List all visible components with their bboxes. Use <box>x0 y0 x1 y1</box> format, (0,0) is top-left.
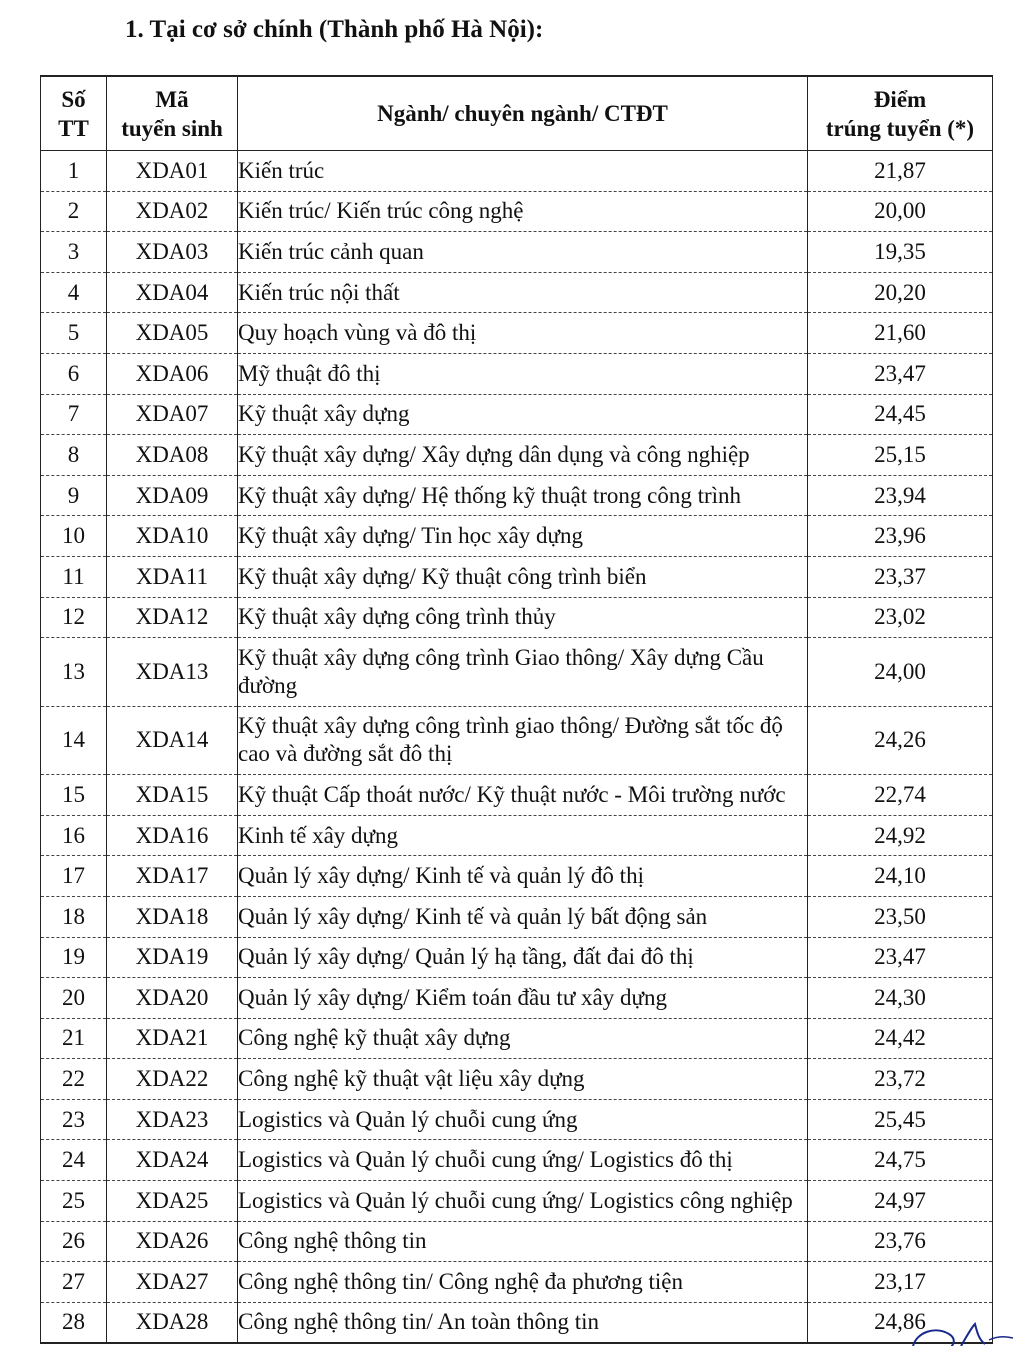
table-row <box>41 1221 993 1262</box>
program-name: Kiến trúc/ Kiến trúc công nghệ <box>238 191 808 232</box>
admission-code: XDA21 <box>107 1018 238 1059</box>
header-score-line2: trúng tuyển (*) <box>825 115 975 141</box>
table-row <box>41 1302 993 1343</box>
cutoff-score: 23,17 <box>808 1262 993 1303</box>
admission-code: XDA09 <box>107 475 238 516</box>
header-code-line2: tuyển sinh <box>121 115 223 141</box>
row-number: 20 <box>41 978 107 1019</box>
cutoff-score: 23,76 <box>808 1221 993 1262</box>
cutoff-score: 24,00 <box>808 638 993 707</box>
admission-code: XDA13 <box>107 638 238 707</box>
table-row <box>41 435 993 476</box>
table-header <box>41 76 993 151</box>
row-number: 11 <box>41 556 107 597</box>
admission-code: XDA27 <box>107 1262 238 1303</box>
table-row <box>41 353 993 394</box>
admission-code: XDA10 <box>107 516 238 557</box>
table-row <box>41 1099 993 1140</box>
row-number: 3 <box>41 232 107 273</box>
program-name: Công nghệ thông tin/ An toàn thông tin <box>238 1302 808 1343</box>
cutoff-score: 23,47 <box>808 937 993 978</box>
program-name: Kỹ thuật xây dựng/ Kỹ thuật công trình biển <box>238 556 808 597</box>
admission-scores-table <box>40 75 993 1344</box>
row-number: 10 <box>41 516 107 557</box>
row-number: 13 <box>41 638 107 707</box>
program-name: Kỹ thuật xây dựng/ Hệ thống kỹ thuật trong công trình <box>238 475 808 516</box>
header-stt <box>41 76 107 151</box>
program-name: Mỹ thuật đô thị <box>238 353 808 394</box>
admission-code: XDA16 <box>107 815 238 856</box>
admission-code: XDA12 <box>107 597 238 638</box>
row-number: 17 <box>41 856 107 897</box>
row-number: 22 <box>41 1059 107 1100</box>
header-stt-line2: TT <box>58 115 89 141</box>
admission-code: XDA26 <box>107 1221 238 1262</box>
cutoff-score: 24,45 <box>808 394 993 435</box>
header-stt-line1: Số <box>61 86 86 112</box>
program-name: Quản lý xây dựng/ Kiểm toán đầu tư xây dựng <box>238 978 808 1019</box>
table-row <box>41 597 993 638</box>
program-name: Công nghệ kỹ thuật vật liệu xây dựng <box>238 1059 808 1100</box>
cutoff-score: 24,75 <box>808 1140 993 1181</box>
cutoff-score: 25,45 <box>808 1099 993 1140</box>
program-name: Kinh tế xây dựng <box>238 815 808 856</box>
admission-code: XDA15 <box>107 775 238 816</box>
row-number: 2 <box>41 191 107 232</box>
row-number: 9 <box>41 475 107 516</box>
table-row <box>41 706 993 775</box>
admission-code: XDA22 <box>107 1059 238 1100</box>
program-name: Quản lý xây dựng/ Quản lý hạ tầng, đất đai đô thị <box>238 937 808 978</box>
program-name: Kiến trúc cảnh quan <box>238 232 808 273</box>
admission-code: XDA07 <box>107 394 238 435</box>
table-row <box>41 272 993 313</box>
table-row <box>41 1181 993 1222</box>
table-body <box>41 151 993 1343</box>
table-row <box>41 1262 993 1303</box>
table-row <box>41 815 993 856</box>
program-name: Kiến trúc nội thất <box>238 272 808 313</box>
admission-code: XDA17 <box>107 856 238 897</box>
program-name: Kỹ thuật xây dựng/ Tin học xây dựng <box>238 516 808 557</box>
row-number: 28 <box>41 1302 107 1343</box>
cutoff-score: 24,42 <box>808 1018 993 1059</box>
program-name: Logistics và Quản lý chuỗi cung ứng/ Logistics công nghiệp <box>238 1181 808 1222</box>
cutoff-score: 24,97 <box>808 1181 993 1222</box>
program-name: Kỹ thuật xây dựng công trình thủy <box>238 597 808 638</box>
cutoff-score: 24,92 <box>808 815 993 856</box>
cutoff-score: 24,86 <box>808 1302 993 1343</box>
cutoff-score: 20,00 <box>808 191 993 232</box>
table-row <box>41 775 993 816</box>
table-row <box>41 556 993 597</box>
table-row <box>41 856 993 897</box>
admission-code: XDA04 <box>107 272 238 313</box>
table-row <box>41 191 993 232</box>
table-row <box>41 151 993 192</box>
row-number: 19 <box>41 937 107 978</box>
cutoff-score: 23,47 <box>808 353 993 394</box>
row-number: 8 <box>41 435 107 476</box>
program-name: Công nghệ kỹ thuật xây dựng <box>238 1018 808 1059</box>
program-name: Quản lý xây dựng/ Kinh tế và quản lý đô thị <box>238 856 808 897</box>
cutoff-score: 23,37 <box>808 556 993 597</box>
program-name: Công nghệ thông tin/ Công nghệ đa phương tiện <box>238 1262 808 1303</box>
program-name: Logistics và Quản lý chuỗi cung ứng/ Logistics đô thị <box>238 1140 808 1181</box>
program-name: Quản lý xây dựng/ Kinh tế và quản lý bất động sản <box>238 896 808 937</box>
program-name: Kiến trúc <box>238 151 808 192</box>
cutoff-score: 23,02 <box>808 597 993 638</box>
header-row <box>41 76 993 151</box>
row-number: 4 <box>41 272 107 313</box>
admission-code: XDA20 <box>107 978 238 1019</box>
cutoff-score: 20,20 <box>808 272 993 313</box>
header-code <box>107 76 238 151</box>
table-row <box>41 1018 993 1059</box>
table-row <box>41 232 993 273</box>
admission-code: XDA11 <box>107 556 238 597</box>
admission-code: XDA23 <box>107 1099 238 1140</box>
cutoff-score: 21,87 <box>808 151 993 192</box>
program-name: Kỹ thuật xây dựng/ Xây dựng dân dụng và công nghiệp <box>238 435 808 476</box>
row-number: 12 <box>41 597 107 638</box>
cutoff-score: 24,10 <box>808 856 993 897</box>
row-number: 21 <box>41 1018 107 1059</box>
admission-code: XDA05 <box>107 313 238 354</box>
admission-code: XDA19 <box>107 937 238 978</box>
cutoff-score: 24,30 <box>808 978 993 1019</box>
cutoff-score: 23,96 <box>808 516 993 557</box>
row-number: 5 <box>41 313 107 354</box>
row-number: 6 <box>41 353 107 394</box>
header-code-line1: Mã <box>155 86 189 112</box>
cutoff-score: 23,72 <box>808 1059 993 1100</box>
row-number: 27 <box>41 1262 107 1303</box>
signature-mark <box>905 1318 1015 1346</box>
cutoff-score: 19,35 <box>808 232 993 273</box>
table-row <box>41 516 993 557</box>
admission-code: XDA02 <box>107 191 238 232</box>
table-row <box>41 896 993 937</box>
admission-code: XDA06 <box>107 353 238 394</box>
admission-code: XDA03 <box>107 232 238 273</box>
cutoff-score: 23,50 <box>808 896 993 937</box>
cutoff-score: 24,26 <box>808 706 993 775</box>
admission-code: XDA18 <box>107 896 238 937</box>
admission-code: XDA01 <box>107 151 238 192</box>
row-number: 15 <box>41 775 107 816</box>
row-number: 24 <box>41 1140 107 1181</box>
table-row <box>41 638 993 707</box>
cutoff-score: 25,15 <box>808 435 993 476</box>
row-number: 7 <box>41 394 107 435</box>
admission-code: XDA25 <box>107 1181 238 1222</box>
program-name: Công nghệ thông tin <box>238 1221 808 1262</box>
cutoff-score: 22,74 <box>808 775 993 816</box>
cutoff-score: 21,60 <box>808 313 993 354</box>
table-row <box>41 313 993 354</box>
row-number: 25 <box>41 1181 107 1222</box>
row-number: 1 <box>41 151 107 192</box>
admission-code: XDA08 <box>107 435 238 476</box>
row-number: 18 <box>41 896 107 937</box>
program-name: Logistics và Quản lý chuỗi cung ứng <box>238 1099 808 1140</box>
admission-code: XDA14 <box>107 706 238 775</box>
row-number: 26 <box>41 1221 107 1262</box>
admission-code: XDA24 <box>107 1140 238 1181</box>
row-number: 16 <box>41 815 107 856</box>
row-number: 23 <box>41 1099 107 1140</box>
table-row <box>41 1140 993 1181</box>
program-name: Kỹ thuật Cấp thoát nước/ Kỹ thuật nước - Môi trường nước <box>238 775 808 816</box>
program-name: Kỹ thuật xây dựng công trình Giao thông/ Xây dựng Cầu đường <box>238 638 808 707</box>
table-row <box>41 394 993 435</box>
table-row <box>41 978 993 1019</box>
row-number: 14 <box>41 706 107 775</box>
table-row <box>41 1059 993 1100</box>
program-name: Kỹ thuật xây dựng <box>238 394 808 435</box>
header-program: Ngành/ chuyên ngành/ CTĐT <box>238 76 808 151</box>
header-score <box>808 76 993 151</box>
table-row <box>41 937 993 978</box>
table-row <box>41 475 993 516</box>
program-name: Kỹ thuật xây dựng công trình giao thông/ Đường sắt tốc độ cao và đường sắt đô thị <box>238 706 808 775</box>
program-name: Quy hoạch vùng và đô thị <box>238 313 808 354</box>
cutoff-score: 23,94 <box>808 475 993 516</box>
header-score-line1: Điểm <box>873 86 927 112</box>
section-heading: 1. Tại cơ sở chính (Thành phố Hà Nội): <box>125 16 544 43</box>
admission-code: XDA28 <box>107 1302 238 1343</box>
